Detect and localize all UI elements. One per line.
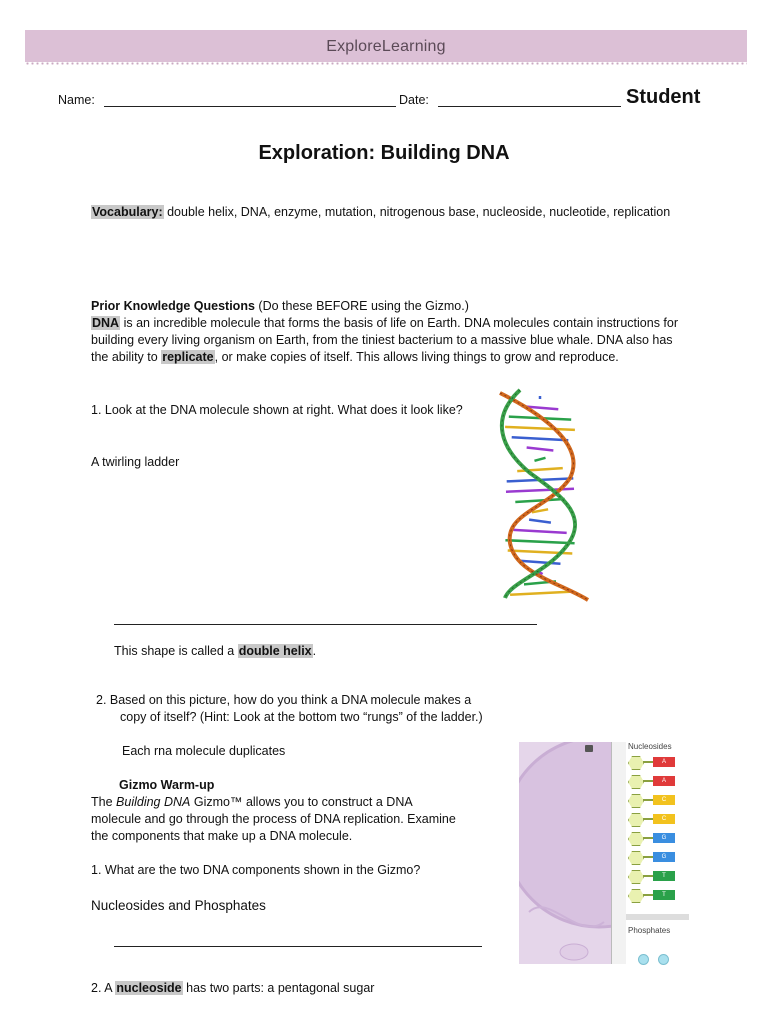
sugar-icon	[628, 756, 644, 770]
vocabulary-label: Vocabulary:	[92, 205, 163, 219]
dna-rung	[513, 530, 566, 533]
dna-strand-2	[502, 390, 575, 598]
nitrogenous-base: C	[653, 814, 675, 824]
header-border	[25, 62, 747, 65]
name-label: Name:	[58, 93, 95, 107]
nitrogenous-base: T	[653, 890, 675, 900]
nucleoside-term: nucleoside	[116, 981, 182, 995]
prior-paragraph-1: is an incredible molecule that forms the basis of life on Earth. DNA molecules contain instructions for building every living organism on Earth, from the tiniest bacterium to a massive blue whale. DNA also has the ability to	[91, 316, 679, 364]
nitrogenous-base: T	[653, 871, 675, 881]
double-helix-sentence	[114, 643, 316, 660]
nitrogenous-base: A	[653, 776, 675, 786]
nucleoside-item[interactable]	[628, 794, 688, 806]
nucleoside-item[interactable]	[628, 775, 688, 787]
dna-rung	[505, 540, 574, 543]
answer-line-2[interactable]	[114, 946, 482, 947]
double-helix-term: double helix	[238, 644, 312, 658]
nucleosides-label: Nucleosides	[628, 742, 672, 751]
prior-heading: Prior Knowledge Questions	[91, 299, 255, 313]
sugar-icon	[628, 832, 644, 846]
nitrogenous-base: C	[653, 795, 675, 805]
nucleoside-item[interactable]	[628, 851, 688, 863]
sugar-icon	[628, 794, 644, 808]
student-name: Student	[626, 86, 701, 108]
question-1: 1. Look at the DNA molecule shown at right. What does it look like?	[91, 403, 463, 417]
q2-post: has two parts: a pentagonal sugar	[186, 981, 375, 995]
question-2-line-1: 2. Based on this picture, how do you think a DNA molecule makes a	[96, 693, 472, 707]
warmup-answer-1[interactable]: Nucleosides and Phosphates	[91, 898, 266, 913]
dna-helix-image	[490, 388, 600, 606]
nitrogenous-base: G	[653, 833, 675, 843]
nucleoside-item[interactable]	[628, 832, 688, 844]
sugar-icon	[628, 851, 644, 865]
gizmo-title: Building DNA	[116, 795, 191, 809]
dna-rungs	[505, 396, 575, 595]
phosphate-item[interactable]	[658, 954, 669, 965]
nucleoside-item[interactable]	[628, 813, 688, 825]
question-2-line-2: copy of itself? (Hint: Look at the bottom two “rungs” of the ladder.)	[120, 710, 483, 724]
dna-rung	[512, 437, 569, 440]
dna-term: DNA	[92, 316, 120, 330]
answer-2[interactable]: Each rna molecule duplicates	[122, 744, 286, 758]
answer-line-1[interactable]	[114, 624, 537, 625]
nitrogenous-base: A	[653, 757, 675, 767]
sugar-icon	[628, 813, 644, 827]
warmup-question-2	[91, 980, 374, 997]
prior-heading-note: (Do these BEFORE using the Gizmo.)	[258, 299, 469, 313]
warmup-heading: Gizmo Warm-up	[119, 778, 215, 792]
sugar-icon	[628, 775, 644, 789]
dna-rung	[515, 499, 564, 502]
dna-rung	[506, 489, 574, 492]
gizmo-palette	[626, 742, 689, 964]
q2-pre: 2. A	[91, 981, 112, 995]
dna-rung	[510, 592, 570, 595]
dna-rung	[527, 448, 554, 451]
gizmo-workspace	[519, 742, 611, 964]
replicate-term: replicate	[162, 350, 214, 364]
gizmo-screenshot	[519, 742, 689, 964]
warmup-pre: The	[91, 795, 113, 809]
warmup-post: Gizmo™ allows you to construct a DNA molecule and go through the process of DNA replication. Examine the components that make up a DNA molecule.	[91, 795, 456, 843]
date-label: Date:	[399, 93, 429, 107]
sugar-icon	[628, 889, 644, 903]
nucleoside-item[interactable]	[628, 756, 688, 768]
phosphate-item[interactable]	[638, 954, 649, 965]
phosphates-label: Phosphates	[628, 926, 671, 935]
date-field[interactable]	[438, 106, 621, 107]
warmup-question-1: 1. What are the two DNA components shown in the Gizmo?	[91, 863, 421, 877]
gizmo-scrollbar[interactable]	[611, 742, 627, 964]
double-helix-pre: This shape is called a	[114, 644, 235, 658]
dna-rung	[529, 520, 551, 523]
dna-rung	[534, 458, 545, 461]
nucleoside-item[interactable]	[628, 889, 688, 901]
warmup-paragraph	[91, 794, 463, 845]
nucleoside-item[interactable]	[628, 870, 688, 882]
vocabulary-terms: double helix, DNA, enzyme, mutation, nitrogenous base, nucleoside, nucleotide, replication	[167, 205, 671, 219]
name-field[interactable]	[104, 106, 396, 107]
double-helix-post: .	[312, 644, 317, 658]
nitrogenous-base: G	[653, 852, 675, 862]
brand-logo: ExploreLearning	[326, 38, 446, 55]
prior-knowledge-section	[91, 298, 681, 366]
vocabulary-section	[91, 204, 671, 221]
sugar-icon	[628, 870, 644, 884]
prior-paragraph-2: , or make copies of itself. This allows living things to grow and reproduce.	[214, 350, 619, 364]
page-title: Exploration: Building DNA	[258, 142, 510, 164]
answer-1[interactable]: A twirling ladder	[91, 455, 180, 469]
dna-rung	[505, 427, 575, 430]
